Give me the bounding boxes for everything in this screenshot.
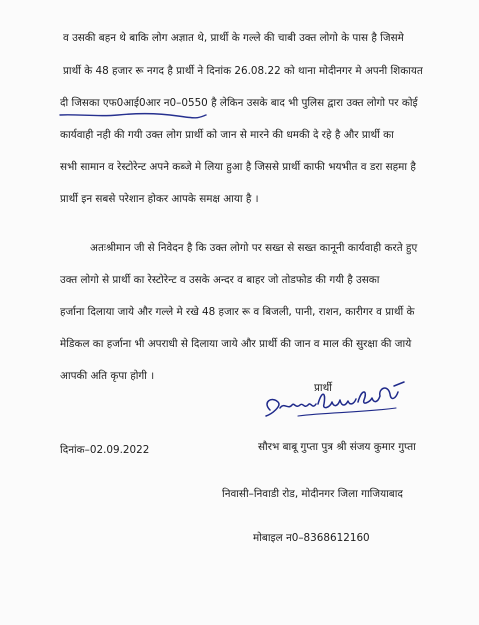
paragraph2-line-5: आपकी अति कृपा होगी । [60, 370, 155, 382]
paragraph2-line-3: हर्जाना दिलाया जाये और गल्ले मे रखे 48 हजार रू व बिजली, पानी, राशन, कारीगर व प्रार्थी के [60, 306, 415, 318]
paragraph1-line-3: दी जिसका एफ0आई0आर न0–0550 है लेकिन उसके बाद भी पुलिस द्वारा उक्त लोगो पर कोई [60, 97, 418, 109]
paragraph2-line-1: अतःश्रीमान जी से निवेदन है कि उक्त लोगो पर सख्त से सख्त कानूनी कार्यवाही करते हुए [90, 242, 418, 254]
sender-name: सौरभ बाबू गुप्ता पुत्र श्री संजय कुमार गुप्ता [258, 441, 416, 453]
paragraph2-line-4: मेडिकल का हर्जाना भी अपराधी से दिलाया जाये और प्रार्थी की जान व माल की सुरक्षा की जाये [60, 338, 412, 350]
letter-date: दिनांक–02.09.2022 [60, 444, 150, 456]
sender-address: निवासी–निवाडी रोड, मोदीनगर जिला गाजियाबाद [222, 488, 403, 500]
paragraph1-line-2: प्रार्थी के 48 हजार रू नगद है प्रार्थी ने दिनांक 26.08.22 को थाना मोदीनगर मे अपनी शिकायत [63, 65, 423, 77]
sender-mobile: मोबाइल न0–8368612160 [253, 532, 370, 544]
paragraph1-line-6: प्रार्थी इन सबसे परेशान होकर आपके समक्ष आया है । [60, 193, 259, 205]
paragraph1-line-1: व उसकी बहन थे बाकि लोग अज्ञात थे, प्रार्थी के गल्ले की चाबी उक्त लोगो के पास है जिसमे [63, 32, 404, 44]
paragraph2-line-2: उक्त लोगो से प्रार्थी का रेस्टोरेन्ट व उसके अन्दर व बाहर जो तोडफोड की गयी है उसका [60, 274, 380, 286]
handwritten-signature [258, 372, 408, 424]
signoff-label: प्रार्थी [314, 382, 332, 394]
ink-underline [58, 106, 208, 120]
paragraph1-line-5: सभी सामान व रेस्टोरेन्ट अपने कब्जे मे लिया हुआ है जिससे प्रार्थी काफी भयभीत व डरा सहमा है [60, 161, 416, 173]
paragraph1-line-4: कार्यवाही नही की गयी उक्त लोग प्रार्थी को जान से मारने की धमकी दे रहे है और प्रार्थी का [60, 129, 394, 141]
